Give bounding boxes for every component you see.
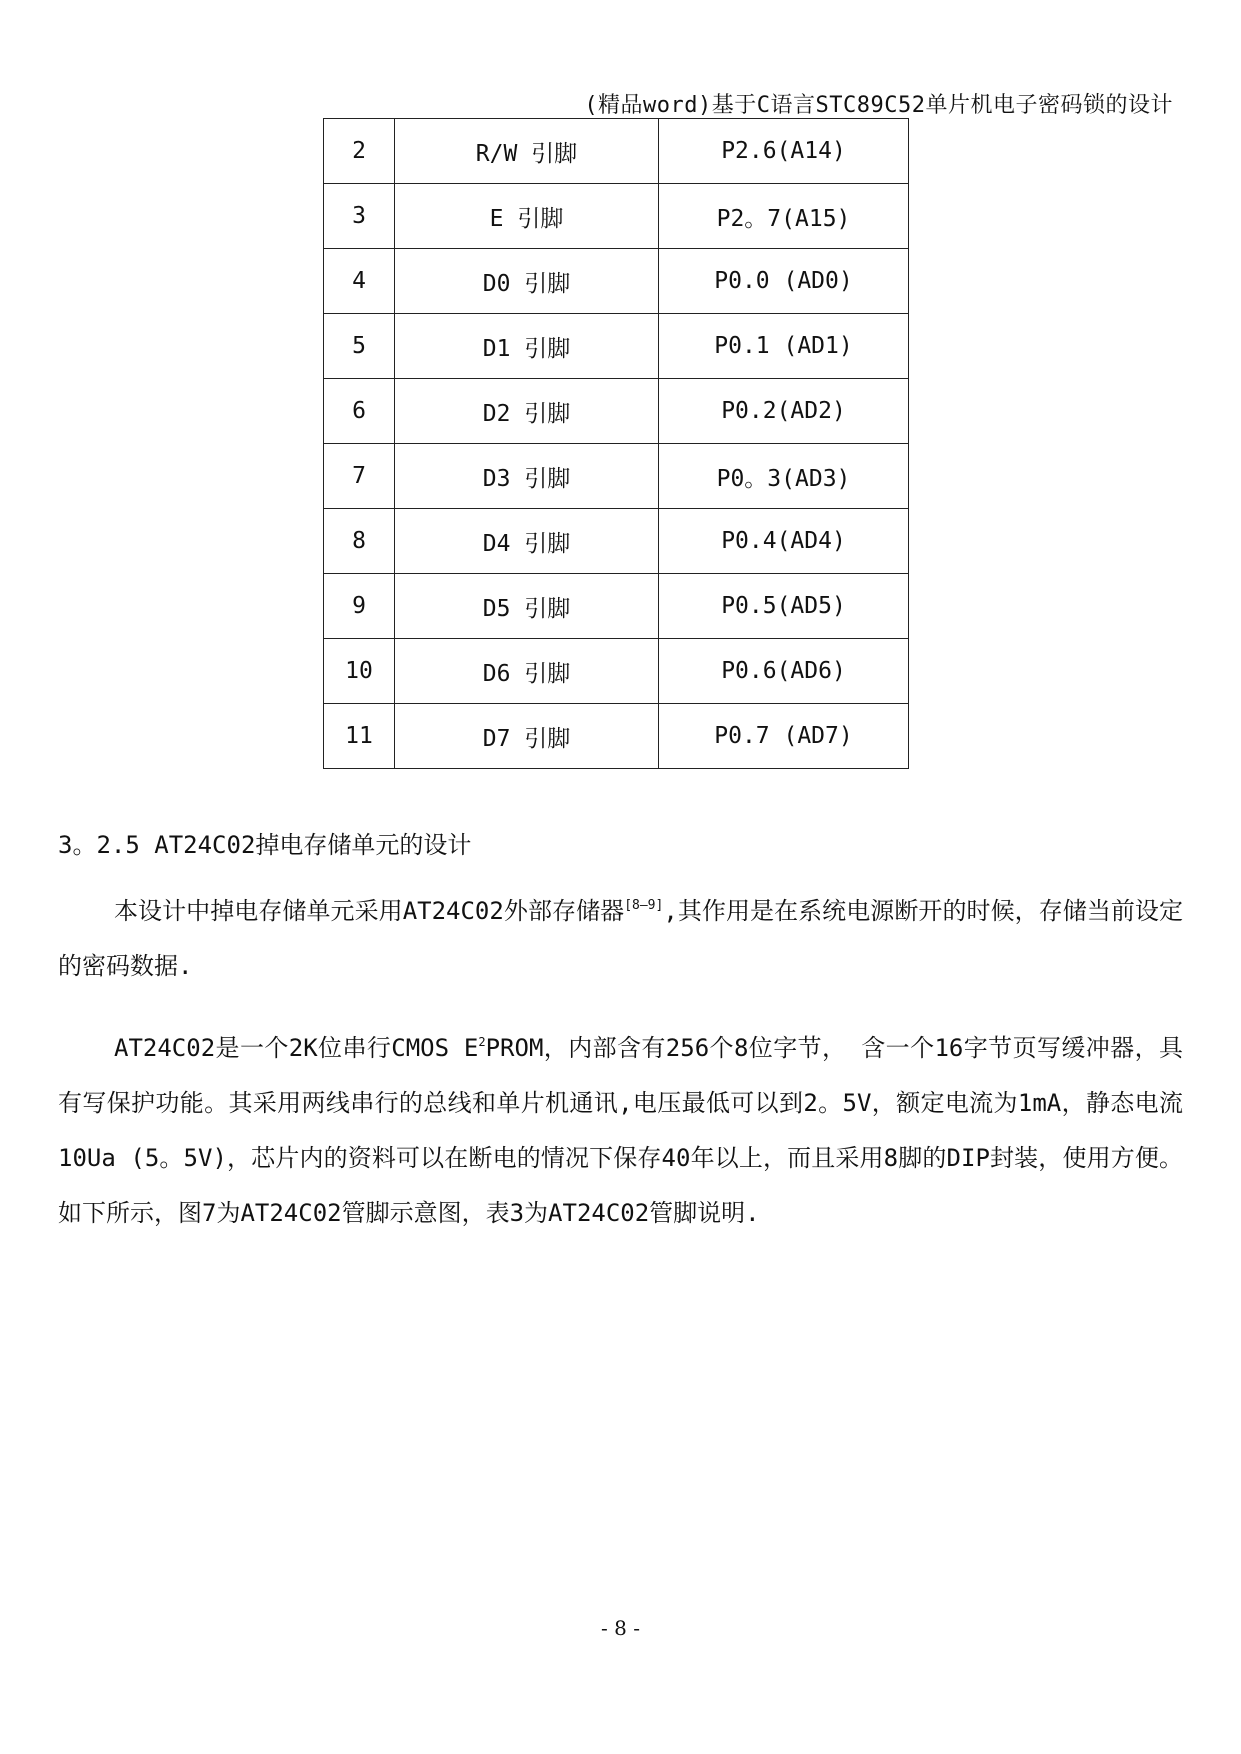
mcu-port: P0.1 (AD1) (659, 314, 909, 379)
lcd-pin: D5 引脚 (395, 574, 659, 639)
row-number: 9 (324, 574, 395, 639)
paragraph-text: 本设计中掉电存储单元采用AT24C02外部存储器 (114, 897, 625, 925)
mcu-port: P0.2(AD2) (659, 379, 909, 444)
table-row (324, 314, 909, 379)
table-row (324, 574, 909, 639)
lcd-pin: D1 引脚 (395, 314, 659, 379)
lcd-pin: D3 引脚 (395, 444, 659, 509)
mcu-port: P0.0 (AD0) (659, 249, 909, 314)
lcd-pin: E 引脚 (395, 184, 659, 249)
lcd-pin: D2 引脚 (395, 379, 659, 444)
row-number: 2 (324, 119, 395, 184)
mcu-port: P0.6(AD6) (659, 639, 909, 704)
lcd-pin: D7 引脚 (395, 704, 659, 769)
citation: [8—9] (624, 898, 664, 913)
row-number: 7 (324, 444, 395, 509)
table-row (324, 639, 909, 704)
paragraph-storage-intro (58, 878, 1183, 994)
row-number: 4 (324, 249, 395, 314)
table-row (324, 444, 909, 509)
pin-table (323, 118, 909, 769)
table-row (324, 184, 909, 249)
paragraph-text: PROM，内部含有256个8位字节， 含一个16字节页写缓冲器，具有写保护功能。其采用两线串行的总线和单片机通讯,电压最低可以到2。5V，额定电流为1mA，静态电流10Ua (5。5V)，芯片内的资料可以在断电的情况下保存40年以上，而且采用8脚的DIP封装，使用方便。如下所示，图7为AT24C02管脚示意图，表3为AT24C02管脚说明. (58, 1034, 1183, 1227)
mcu-port: P0.4(AD4) (659, 509, 909, 574)
section-heading: 3。2.5 AT24C02掉电存储单元的设计 (58, 831, 472, 859)
table-row (324, 509, 909, 574)
lcd-pin: D0 引脚 (395, 249, 659, 314)
paragraph-at24c02-description (58, 1015, 1183, 1241)
row-number: 5 (324, 314, 395, 379)
lcd-pin: D6 引脚 (395, 639, 659, 704)
table-row (324, 704, 909, 769)
mcu-port: P2.6(A14) (659, 119, 909, 184)
mcu-port: P0.5(AD5) (659, 574, 909, 639)
lcd-pin: R/W 引脚 (395, 119, 659, 184)
mcu-port: P0。3(AD3) (659, 444, 909, 509)
table-row (324, 119, 909, 184)
document-header: (精品word)基于C语言STC89C52单片机电子密码锁的设计 (584, 93, 1173, 118)
table-row (324, 379, 909, 444)
row-number: 8 (324, 509, 395, 574)
row-number: 11 (324, 704, 395, 769)
row-number: 10 (324, 639, 395, 704)
paragraph-text: ,其作用是在系统电源断开的时候，存储当前设定的密码数据. (58, 897, 1183, 980)
mcu-port: P2。7(A15) (659, 184, 909, 249)
lcd-pin: D4 引脚 (395, 509, 659, 574)
superscript: 2 (478, 1035, 486, 1049)
paragraph-text: AT24C02是一个2K位串行CMOS E (114, 1034, 479, 1062)
mcu-port: P0.7 (AD7) (659, 704, 909, 769)
row-number: 6 (324, 379, 395, 444)
row-number: 3 (324, 184, 395, 249)
table-row (324, 249, 909, 314)
page-number: - 8 - (601, 1616, 640, 1640)
